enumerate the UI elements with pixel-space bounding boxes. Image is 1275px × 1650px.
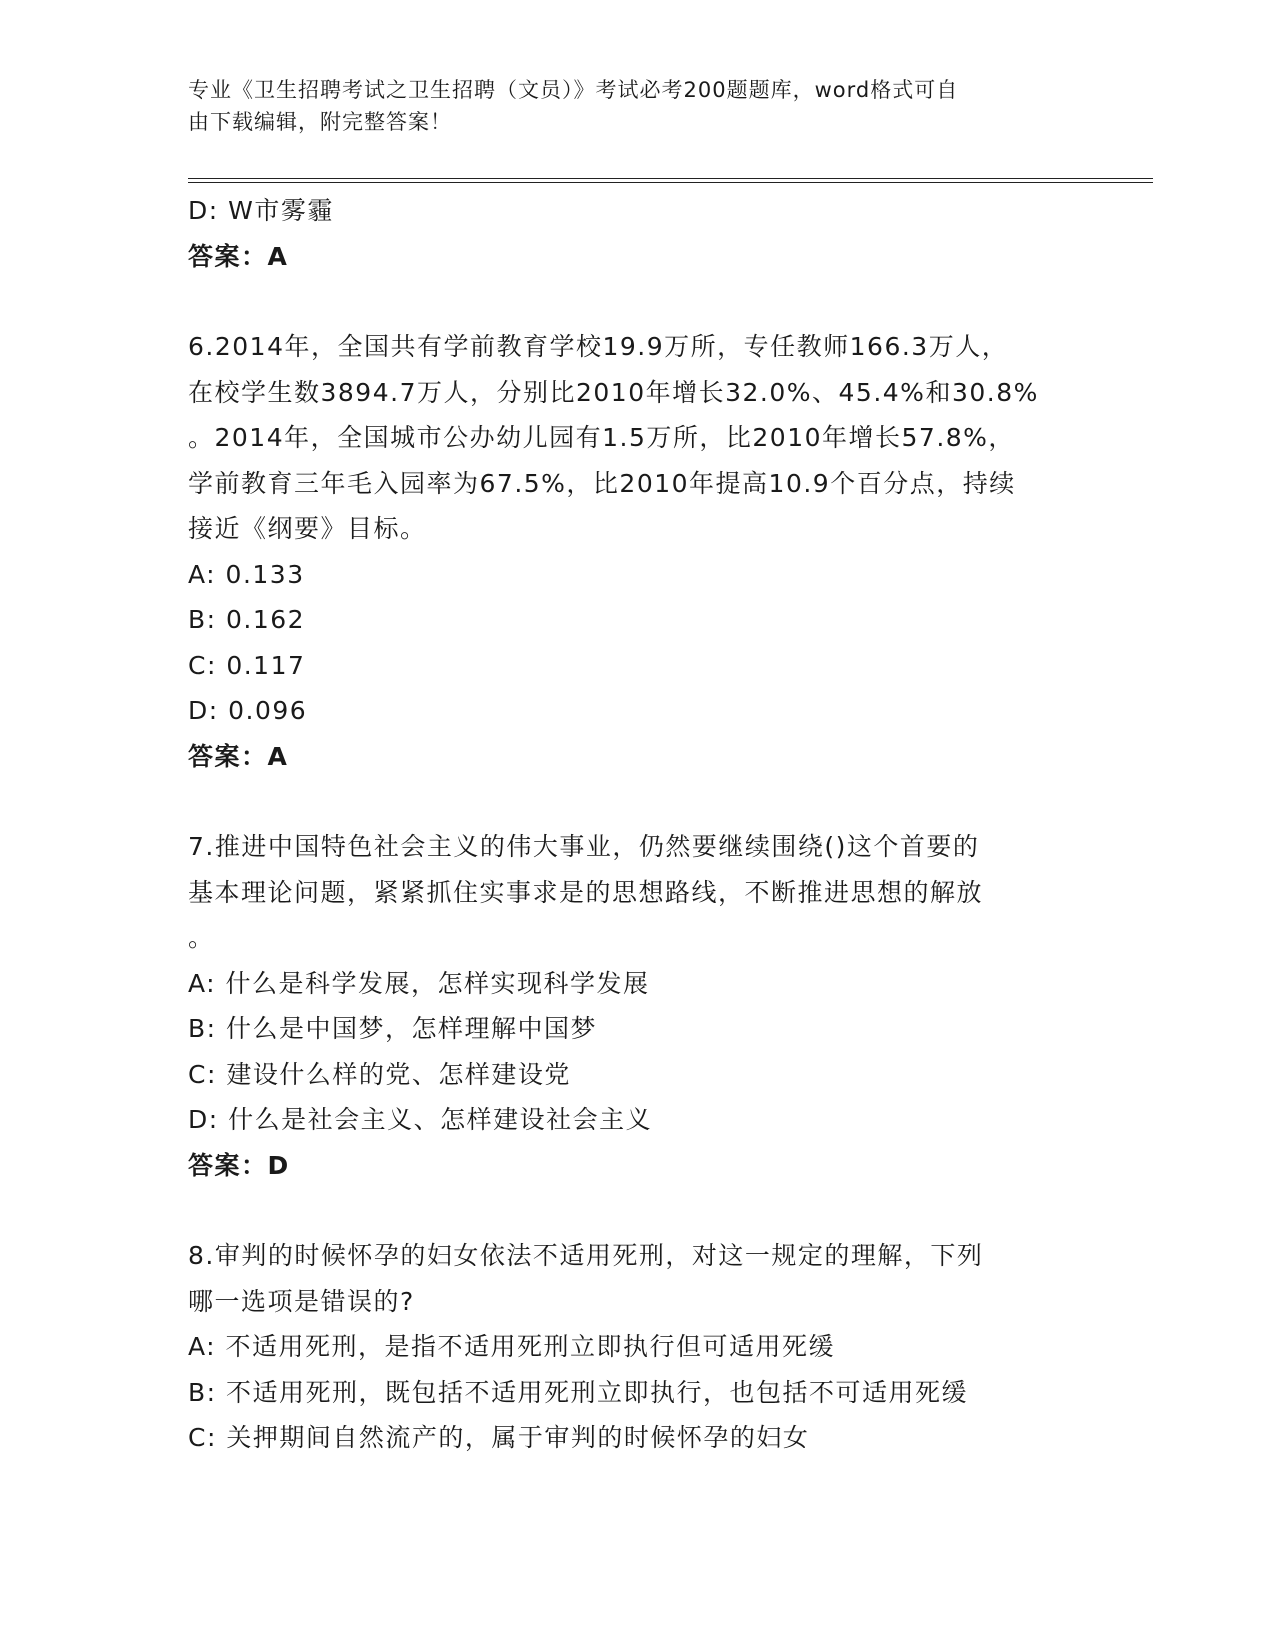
header-divider-bottom [188,182,1153,183]
question-content [188,188,1088,1461]
header-line-2: 由下载编辑，附完整答案！ [188,110,452,134]
question-text-line: 在校学生数3894.7万人，分别比2010年增长32.0%、45.4%和30.8% [188,377,1039,407]
question-text-line: 7.推进中国特色社会主义的伟大事业，仍然要继续围绕()这个首要的 [188,832,980,861]
spacer [188,279,1088,324]
question-8 [188,1233,1088,1461]
question-text-line: 。 [188,923,215,952]
option-c: C: 0.117 [188,650,306,680]
option-b: B: 0.162 [188,605,306,634]
option-b: B: 什么是中国梦，怎样理解中国梦 [188,1014,598,1043]
answer-label: 答案：A [188,241,289,271]
option-a: A: 什么是科学发展，怎样实现科学发展 [188,968,650,998]
question-text-line: 学前教育三年毛入园率为67.5%，比2010年提高10.9个百分点，持续 [188,468,1016,498]
question-text-line: 基本理论问题，紧紧抓住实事求是的思想路线，不断推进思想的解放 [188,877,984,907]
question-text-line: 8.审判的时候怀孕的妇女依法不适用死刑，对这一规定的理解，下列 [188,1241,984,1270]
question-text-line: 。2014年，全国城市公办幼儿园有1.5万所，比2010年增长57.8%， [188,423,1015,452]
option-d: D: W市雾霾 [188,196,334,225]
option-a: A: 不适用死刑，是指不适用死刑立即执行但可适用死缓 [188,1332,836,1361]
answer-label: 答案：D [188,1150,290,1180]
option-a: A: 0.133 [188,559,305,589]
question-text-line: 6.2014年，全国共有学前教育学校19.9万所，专任教师166.3万人， [188,332,1009,361]
spacer [188,779,1088,824]
question-7 [188,824,1088,1188]
header-divider-top [188,178,1153,179]
spacer [188,1188,1088,1233]
header-line-1: 专业《卫生招聘考试之卫生招聘（文员）》考试必考200题题库，word格式可自 [188,78,959,102]
question-text-line: 接近《纲要》目标。 [188,514,427,543]
option-d: D: 什么是社会主义、怎样建设社会主义 [188,1105,653,1134]
question-6 [188,324,1088,779]
option-c: C: 建设什么样的党、怎样建设党 [188,1059,571,1089]
option-b: B: 不适用死刑，既包括不适用死刑立即执行，也包括不可适用死缓 [188,1377,969,1407]
document-header [188,74,1068,138]
option-d: D: 0.096 [188,696,308,725]
question-text-line: 哪一选项是错误的? [188,1286,415,1316]
answer-label: 答案：A [188,741,289,771]
option-c: C: 关押期间自然流产的，属于审判的时候怀孕的妇女 [188,1423,810,1452]
